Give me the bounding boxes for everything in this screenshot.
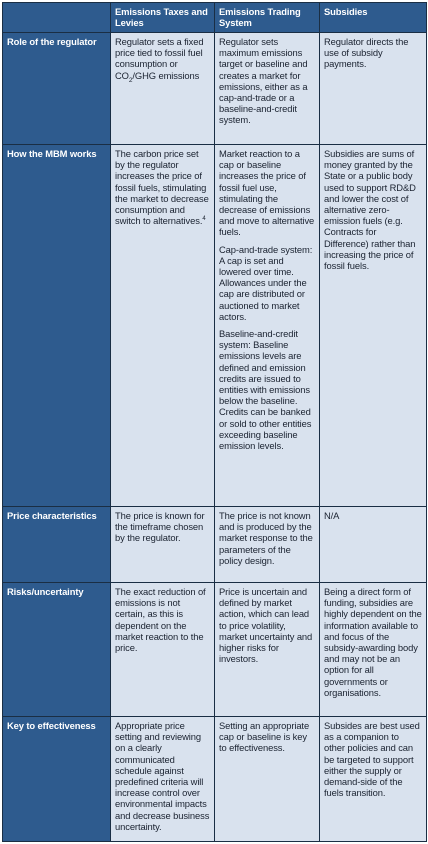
header-subsidies: Subsidies	[320, 3, 427, 33]
cell-role-taxes	[111, 33, 215, 145]
cell-how-ets	[215, 145, 320, 507]
row-label-role: Role of the regulator	[3, 33, 111, 145]
header-emissions-taxes: Emissions Taxes and Levies	[111, 3, 215, 33]
cell-how-subsidies: Subsidies are sums of money granted by the State or a public body used to support RD&D and lower the cost of alternative zero-emission fuels (e.g. Contracts for Difference) rather than increasing the price of fossil fuels.	[320, 145, 427, 507]
cell-risks-taxes: The exact reduction of emissions is not certain, as this is dependent on the market reaction to the price.	[111, 583, 215, 717]
header-emissions-trading: Emissions Trading System	[215, 3, 320, 33]
paragraph: Baseline-and-credit system: Baseline emissions levels are defined and emission credits are issued to entities with emissions below the baseline. Credits can be banked or sold to other entities exceeding baseline emission levels.	[219, 328, 312, 452]
cell-risks-subsidies: Being a direct form of funding, subsidies are highly dependent on the information available to and focus of the subsidy-awarding body and may not be an option for all governments or organisations.	[320, 583, 427, 717]
cell-text: /GHG emissions	[132, 69, 200, 81]
cell-role-ets: Regulator sets maximum emissions target or baseline and creates a market for emissions, either as a cap-and-trade or a baseline-and-credit system.	[215, 33, 320, 145]
paragraph: Market reaction to a cap or baseline increases the price of fossil fuel use, stimulating the decrease of emissions and move to alternative fuels.	[219, 148, 315, 238]
cell-text: The carbon price set by the regulator increases the price of fossil fuels, stimulating the market to decrease consumption and switch to alternatives.	[115, 148, 209, 227]
table-row	[3, 507, 427, 583]
cell-key-ets: Setting an appropriate cap or baseline is key to effectiveness.	[215, 717, 320, 842]
subscript: 2	[128, 76, 133, 84]
cell-risks-ets: Price is uncertain and defined by market action, which can lead to price volatility, market uncertainty and higher risks for investors.	[215, 583, 320, 717]
cell-price-ets: The price is not known and is produced by the market response to the parameters of the policy design.	[215, 507, 320, 583]
cell-role-subsidies: Regulator directs the use of subsidy payments.	[320, 33, 427, 145]
mbm-comparison-table	[2, 2, 427, 842]
cell-price-subsidies: N/A	[320, 507, 427, 583]
footnote-marker: 4	[202, 216, 206, 223]
row-label-key: Key to effectiveness	[3, 717, 111, 842]
table-row	[3, 33, 427, 145]
cell-how-taxes	[111, 145, 215, 507]
cell-key-subsidies: Subsides are best used as a companion to other policies and can be targeted to support either the supply or demand-side of the fuels transition.	[320, 717, 427, 842]
cell-key-taxes: Appropriate price setting and reviewing on a clearly communicated schedule against predefined criteria will increase control over environmental impacts and decrease business uncertainty.	[111, 717, 215, 842]
paragraph: Cap-and-trade system: A cap is set and lowered over time. Allowances under the cap are distributed or auctioned to market actors.	[219, 243, 313, 322]
header-row	[3, 3, 427, 33]
table-row	[3, 717, 427, 842]
header-corner	[3, 3, 111, 33]
row-label-price: Price characteristics	[3, 507, 111, 583]
cell-price-taxes: The price is known for the timeframe chosen by the regulator.	[111, 507, 215, 583]
row-label-how: How the MBM works	[3, 145, 111, 507]
table-row	[3, 583, 427, 717]
table-row	[3, 145, 427, 507]
row-label-risks: Risks/uncertainty	[3, 583, 111, 717]
cell-text: Regulator sets a fixed price tied to fossil fuel consumption or CO	[115, 36, 204, 81]
